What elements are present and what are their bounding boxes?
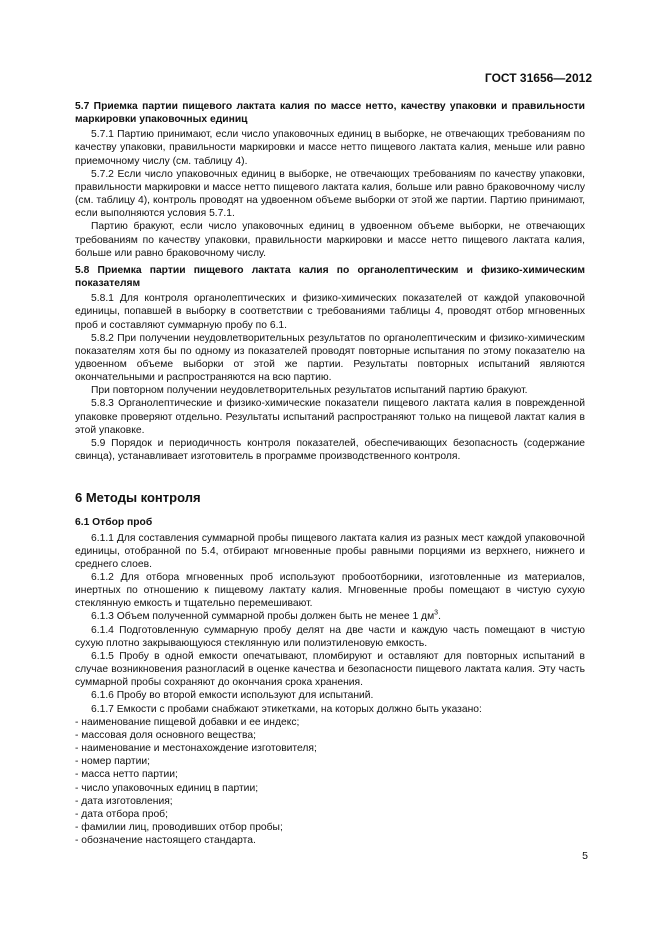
paragraph-5-7-1: 5.7.1 Партию принимают, если число упаковочных единиц в выборке, не отвечающих требованиям по качеству упаковки, правильности маркировки и массе нетто пищевого лактата калия, меньше или равно приемочному числу (см. таблицу 4). <box>75 129 585 167</box>
paragraph-6-1-3-end: . <box>438 611 441 623</box>
paragraph-6-1-6: 6.1.6 Пробу во второй емкости используют для испытаний. <box>91 690 374 702</box>
paragraph-5-9: 5.9 Порядок и периодичность контроля показателей, обеспечивающих безопасность (содержание свинца), устанавливает изготовитель в программе производственного контроля. <box>75 437 585 463</box>
section-6-1-title: 6.1 Отбор проб <box>75 517 153 529</box>
paragraph-6-1-3 <box>75 610 585 623</box>
page-number: 5 <box>582 850 588 862</box>
list-item: - число упаковочных единиц в партии; <box>75 782 259 794</box>
paragraph-5-7-2-cont: Партию бракуют, если число упаковочных единиц в удвоенном объеме выборки, не отвечающих требованиям по качеству упаковки, правильности маркировки и массе нетто пищевого лактата калия, больше или равно браковочному числу. <box>75 221 585 259</box>
list-item: - масса нетто партии; <box>75 769 178 781</box>
list-item: - массовая доля основного вещества; <box>75 729 256 741</box>
list-item: - дата изготовления; <box>75 795 173 807</box>
paragraph-5-8-3: 5.8.3 Органолептические и физико-химические показатели пищевого лактата калия в поврежденной упаковке проверяют отдельно. Результаты испытаний распространяют только на пищевой лактат калия в этой упаковке. <box>75 398 585 436</box>
section-5-7-title: 5.7 Приемка партии пищевого лактата калия по массе нетто, качеству упаковки и правильности маркировки упаковочных единиц <box>75 101 585 126</box>
paragraph-6-1-2: 6.1.2 Для отбора мгновенных проб используют пробоотборники, изготовленные из материалов, инертных по отношению к пищевому лактату калия. Мгновенные пробы помещают в чистую сухую стеклянную емкость и тщательно перемешивают. <box>75 572 585 610</box>
list-item: - дата отбора проб; <box>75 808 168 820</box>
paragraph-5-8-2: 5.8.2 При получении неудовлетворительных результатов по органолептическим и физико-химическим показателям хотя бы по одному из показателей проводят повторные испытания по этому показателю на удвоенном объеме выборки от этой же партии. Результаты повторных испытаний являются окончательными и распространяются на всю партию. <box>75 332 585 384</box>
section-6-title: 6 Методы контроля <box>75 490 201 506</box>
paragraph-6-1-7: 6.1.7 Емкости с пробами снабжают этикетками, на которых должно быть указано: <box>91 703 482 715</box>
list-item: - наименование пищевой добавки и ее индекс; <box>75 716 300 728</box>
section-5-8-title: 5.8 Приемка партии пищевого лактата калия по органолептическим и физико-химическим показателям <box>75 264 585 290</box>
paragraph-6-1-5: 6.1.5 Пробу в одной емкости опечатывают, пломбируют и оставляют для повторных испытаний в случае возникновения разногласий в оценке качества и безопасности пищевого лактата калия. Эту часть суммарной пробы сохраняют до окончания срока хранения. <box>75 650 585 689</box>
list-item: - обозначение настоящего стандарта. <box>75 835 256 847</box>
document-code: ГОСТ 31656—2012 <box>484 71 592 85</box>
list-item: - наименование и местонахождение изготовителя; <box>75 743 317 755</box>
paragraph-5-8-2-cont: При повторном получении неудовлетворительных результатов испытаний партию бракуют. <box>91 385 528 397</box>
paragraph-5-8-1: 5.8.1 Для контроля органолептических и физико-химических показателей от каждой упаковочной единицы, попавшей в выборку в соответствии с требованиями таблицы 4, проводят отбор мгновенных проб и составляют суммарную пробу по 6.1. <box>75 293 585 331</box>
paragraph-5-7-2: 5.7.2 Если число упаковочных единиц в выборке, не отвечающих требованиям по качеству упаковки, правильности маркировки и массе нетто пищевого лактата калия, больше или равно браковочному числу (см. таблицу 4), контроль проводят на удвоенном объеме выборки от этой же партии. Партию принимают, если выполняются условия 5.7.1. <box>75 168 585 220</box>
paragraph-6-1-3-text: 6.1.3 Объем полученной суммарной пробы должен быть не менее 1 дм <box>91 611 435 623</box>
superscript-3: 3 <box>434 610 439 618</box>
list-item: - фамилии лиц, проводивших отбор пробы; <box>75 821 283 833</box>
list-item: - номер партии; <box>75 756 150 768</box>
paragraph-6-1-1: 6.1.1 Для составления суммарной пробы пищевого лактата калия из разных мест каждой упаковочной единицы, отобранной по 5.4, отбирают мгновенные пробы равными порциями из верхнего, нижнего и среднего слоев. <box>75 532 585 570</box>
page-content <box>75 96 585 847</box>
paragraph-6-1-4: 6.1.4 Подготовленную суммарную пробу делят на две части и каждую часть помещают в чистую сухую плотно закрывающуюся стеклянную или полиэтиленовую емкость. <box>75 624 585 649</box>
label-items-list <box>75 716 585 848</box>
